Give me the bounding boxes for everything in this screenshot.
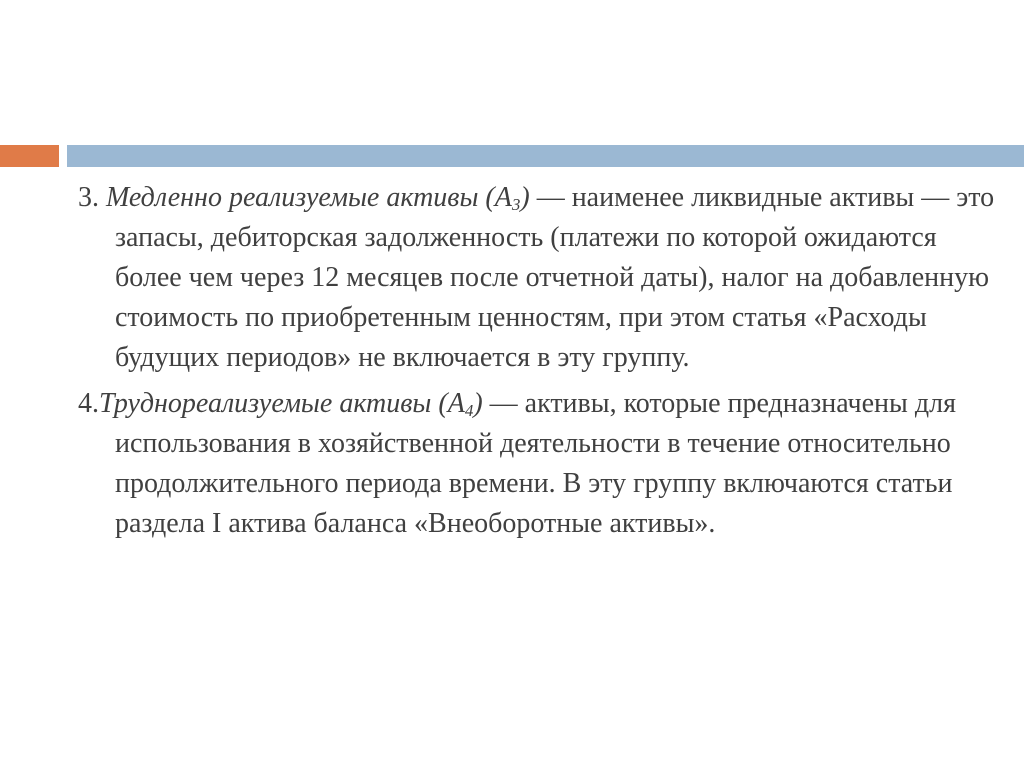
accent-band-orange [0,145,59,167]
item-body: — наименее ликвидные активы — это запасы, дебиторская задолженность (платежи по которой ожидаются более чем через 12 месяцев после отчетной даты), налог на добавленную стоимость по приобретенным ценностям, при этом статья «Расходы будущих периодов» не включается в эту группу. [115,182,995,373]
item-term: Медленно реализуемые активы $(А_3)$ [106,182,530,214]
item-number: 4. [78,388,99,419]
item-subscript: 4 [464,401,474,420]
list-item-a4 [78,384,1008,544]
accent-band-blue [67,145,1024,167]
item-term: Труднореализуемые активы $(А_4)$ [99,388,483,420]
item-body: — активы, которые предназначены для использования в хозяйственной деятельности в течение относительно продолжительного периода времени. В эту группу включаются статьи раздела I актива баланса «Внеоборотные активы». [115,388,956,539]
list-item-a3 [78,178,1008,378]
item-number: 3. [78,182,99,213]
slide-body [78,178,1008,550]
item-subscript: 3 [511,195,521,214]
